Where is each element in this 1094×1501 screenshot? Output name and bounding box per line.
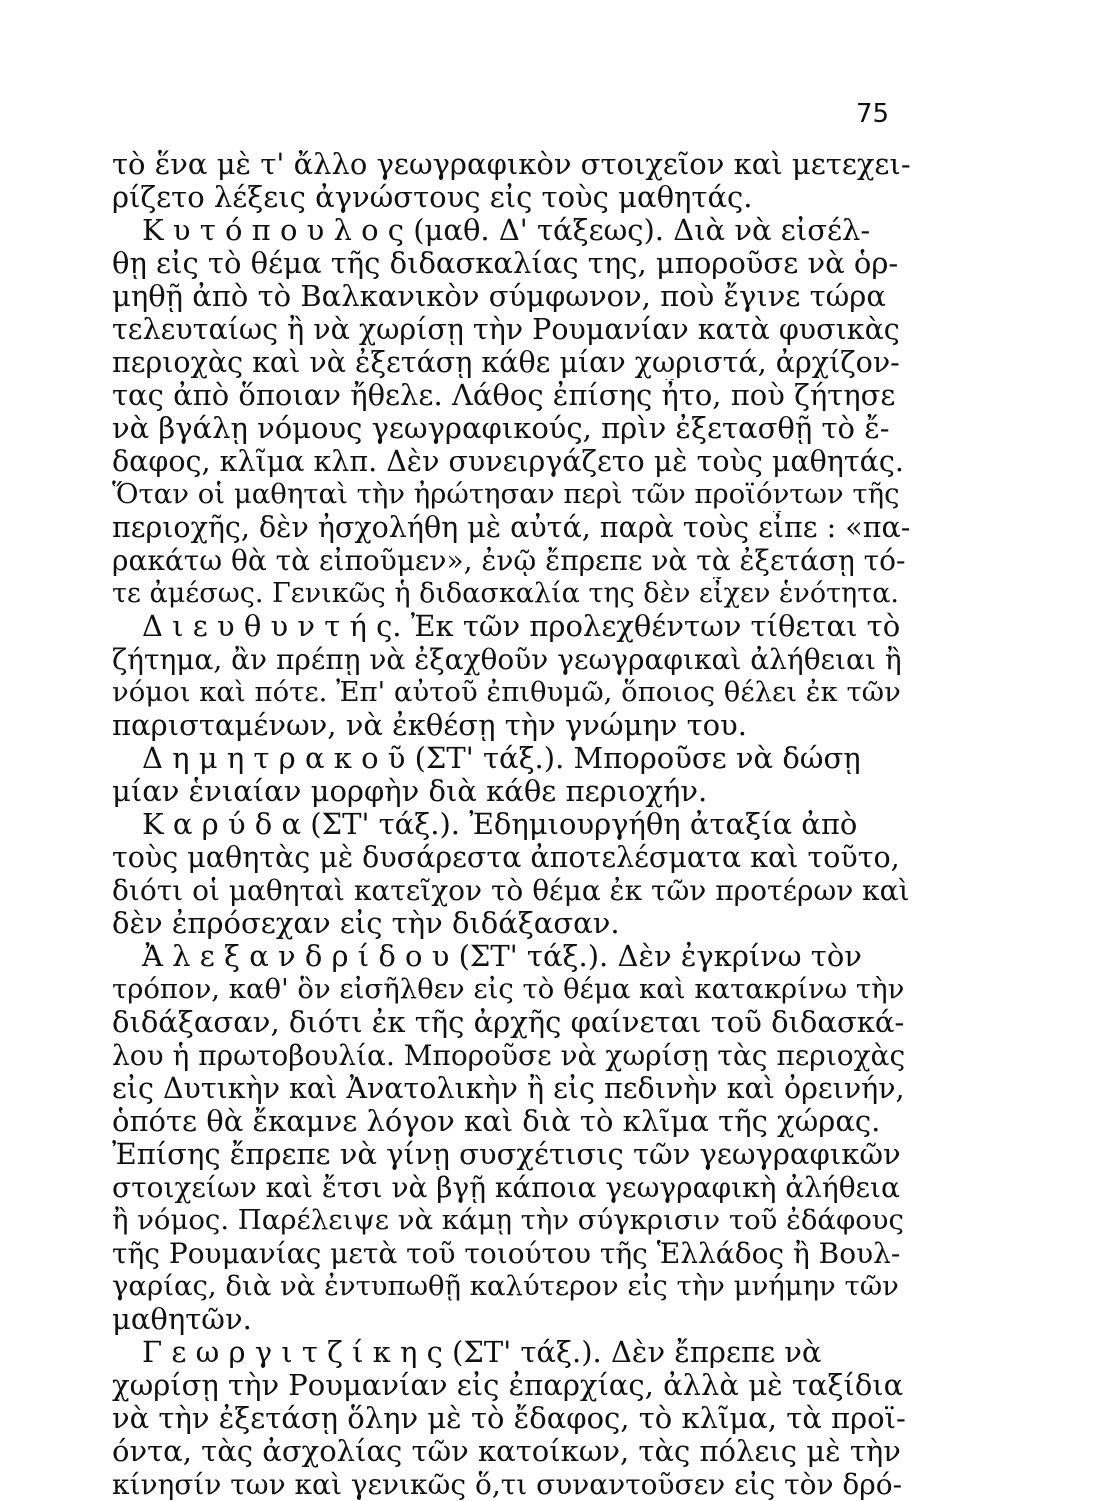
text-line: Ἐπίσης ἔπρεπε νὰ γίνῃ συσχέτισις τῶν γεωγραφικῶν <box>112 1138 901 1171</box>
text-line: νόμοι καὶ πότε. Ἐπ' αὐτοῦ ἐπιθυμῶ, ὅποιος θέλει ἐκ τῶν <box>112 676 901 708</box>
text-line: στοιχείων καὶ ἔτσι νὰ βγῇ κάποια γεωγραφικὴ ἀλήθεια <box>112 1171 900 1204</box>
text-line: Ὅταν οἱ μαθηταὶ τὴν ἠρώτησαν περὶ τῶν προϊόντων τῆς <box>112 478 900 510</box>
page-number: 75 <box>856 99 890 129</box>
text-line: διότι οἱ μαθηταὶ κατεῖχον τὸ θέμα ἐκ τῶν προτέρων καὶ <box>112 874 910 907</box>
text-line: μίαν ἑνιαίαν μορφὴν διὰ κάθε περιοχήν. <box>112 775 708 808</box>
text-line: τῆς Ρουμανίας μετὰ τοῦ τοιούτου τῆς Ἑλλάδος ἢ Βουλ- <box>112 1237 901 1270</box>
text-line: νὰ βγάλῃ νόμους γεωγραφικούς, πρὶν ἐξετασθῇ τὸ ἔ- <box>112 412 890 445</box>
text-line: τὸ ἕνα μὲ τ' ἄλλο γεωγραφικὸν στοιχεῖον καὶ μετεχει- <box>112 148 911 181</box>
text-line: δαφος, κλῖμα κλπ. Δὲν συνειργάζετο μὲ τοὺς μαθητάς. <box>112 445 904 478</box>
text-line: ρίζετο λέξεις ἀγνώστους εἰς τοὺς μαθητάς. <box>112 181 753 214</box>
text-line: όντα, τὰς ἀσχολίας τῶν κατοίκων, τὰς πόλεις μὲ τὴν <box>112 1435 901 1468</box>
text-line: ἢ νόμος. Παρέλειψε νὰ κάμῃ τὴν σύγκρισιν τοῦ ἐδάφους <box>112 1204 904 1236</box>
text-line: ζήτημα, ἂν πρέπῃ νὰ ἐξαχθοῦν γεωγραφικαὶ ἀλήθειαι ἢ <box>112 643 902 676</box>
text-line: εἰς Δυτικὴν καὶ Ἀνατολικὴν ἢ εἰς πεδινὴν καὶ ὀρεινήν, <box>112 1072 905 1105</box>
body-text <box>112 148 912 1501</box>
text-line: δὲν ἐπρόσεχαν εἰς τὴν διδάξασαν. <box>112 907 620 940</box>
text-line: ρακάτω θὰ τὰ εἰποῦμεν», ἐνῷ ἔπρεπε νὰ τὰ ἐξετάσῃ τό- <box>112 544 906 577</box>
text-line: Γ ε ω ρ γ ι τ ζ ί κ η ς (ΣΤ' τάξ.). Δὲν ἔπρεπε νὰ <box>142 1336 822 1369</box>
text-line: παρισταμένων, νὰ ἐκθέσῃ τὴν γνώμην του. <box>112 709 747 742</box>
text-line: γαρίας, διὰ νὰ ἐντυπωθῇ καλύτερον εἰς τὴν μνήμην τῶν <box>112 1270 899 1302</box>
text-line: θῃ εἰς τὸ θέμα τῆς διδασκαλίας της, μποροῦσε νὰ ὁρ- <box>112 247 899 280</box>
text-line: Δ η μ η τ ρ α κ ο ῦ (ΣΤ' τάξ.). Μποροῦσε νὰ δώσῃ <box>142 742 861 775</box>
text-line: περιοχῆς, δὲν ἠσχολήθη μὲ αὐτά, παρὰ τοὺς εἶπε : «πα- <box>112 511 911 544</box>
text-line: Κ υ τ ό π ο υ λ ο ς (μαθ. Δ' τάξεως). Διὰ νὰ εἰσέλ- <box>142 214 871 247</box>
text-line: τας ἀπὸ ὅποιαν ἤθελε. Λάθος ἐπίσης ἦτο, ποὺ ζήτησε <box>112 379 896 412</box>
text-line: Δ ι ε υ θ υ ν τ ή ς. Ἐκ τῶν προλεχθέντων τίθεται τὸ <box>142 610 901 643</box>
text-line: διδάξασαν, διότι ἐκ τῆς ἀρχῆς φαίνεται τοῦ διδασκά- <box>112 1006 905 1039</box>
text-line: χωρίσῃ τὴν Ρουμανίαν εἰς ἐπαρχίας, ἀλλὰ μὲ ταξίδια <box>112 1369 904 1402</box>
text-line: ὁπότε θὰ ἔκαμνε λόγον καὶ διὰ τὸ κλῖμα τῆς χώρας. <box>112 1105 881 1138</box>
text-line: τε ἀμέσως. Γενικῶς ἡ διδασκαλία της δὲν εἶχεν ἑνότητα. <box>112 578 899 609</box>
text-line: περιοχὰς καὶ νὰ ἐξετάσῃ κάθε μίαν χωριστά, ἀρχίζον- <box>112 346 900 379</box>
text-line: τρόπον, καθ' ὃν εἰσῆλθεν εἰς τὸ θέμα καὶ κατακρίνω τὴν <box>112 973 905 1005</box>
text-line: μηθῇ ἀπὸ τὸ Βαλκανικὸν σύμφωνον, ποὺ ἔγινε τώρα <box>112 280 886 313</box>
text-line: Ἀ λ ε ξ α ν δ ρ ί δ ο υ (ΣΤ' τάξ.). Δὲν ἐγκρίνω τὸν <box>142 940 862 973</box>
text-line: νὰ τὴν ἐξετάσῃ ὅλην μὲ τὸ ἔδαφος, τὸ κλῖμα, τὰ προϊ- <box>112 1402 906 1435</box>
text-line: λου ἡ πρωτοβουλία. Μποροῦσε νὰ χωρίσῃ τὰς περιοχὰς <box>112 1039 906 1072</box>
text-line: μαθητῶν. <box>112 1303 252 1336</box>
text-line: κίνησίν των καὶ γενικῶς ὅ,τι συναντοῦσεν εἰς τὸν δρό- <box>112 1468 903 1501</box>
text-line: Κ α ρ ύ δ α (ΣΤ' τάξ.). Ἐδημιουργήθη ἀταξία ἀπὸ <box>142 808 858 841</box>
text-line: τελευταίως ἢ νὰ χωρίσῃ τὴν Ρουμανίαν κατὰ φυσικὰς <box>112 313 900 346</box>
text-line: τοὺς μαθητὰς μὲ δυσάρεστα ἀποτελέσματα καὶ τοῦτο, <box>112 841 900 874</box>
